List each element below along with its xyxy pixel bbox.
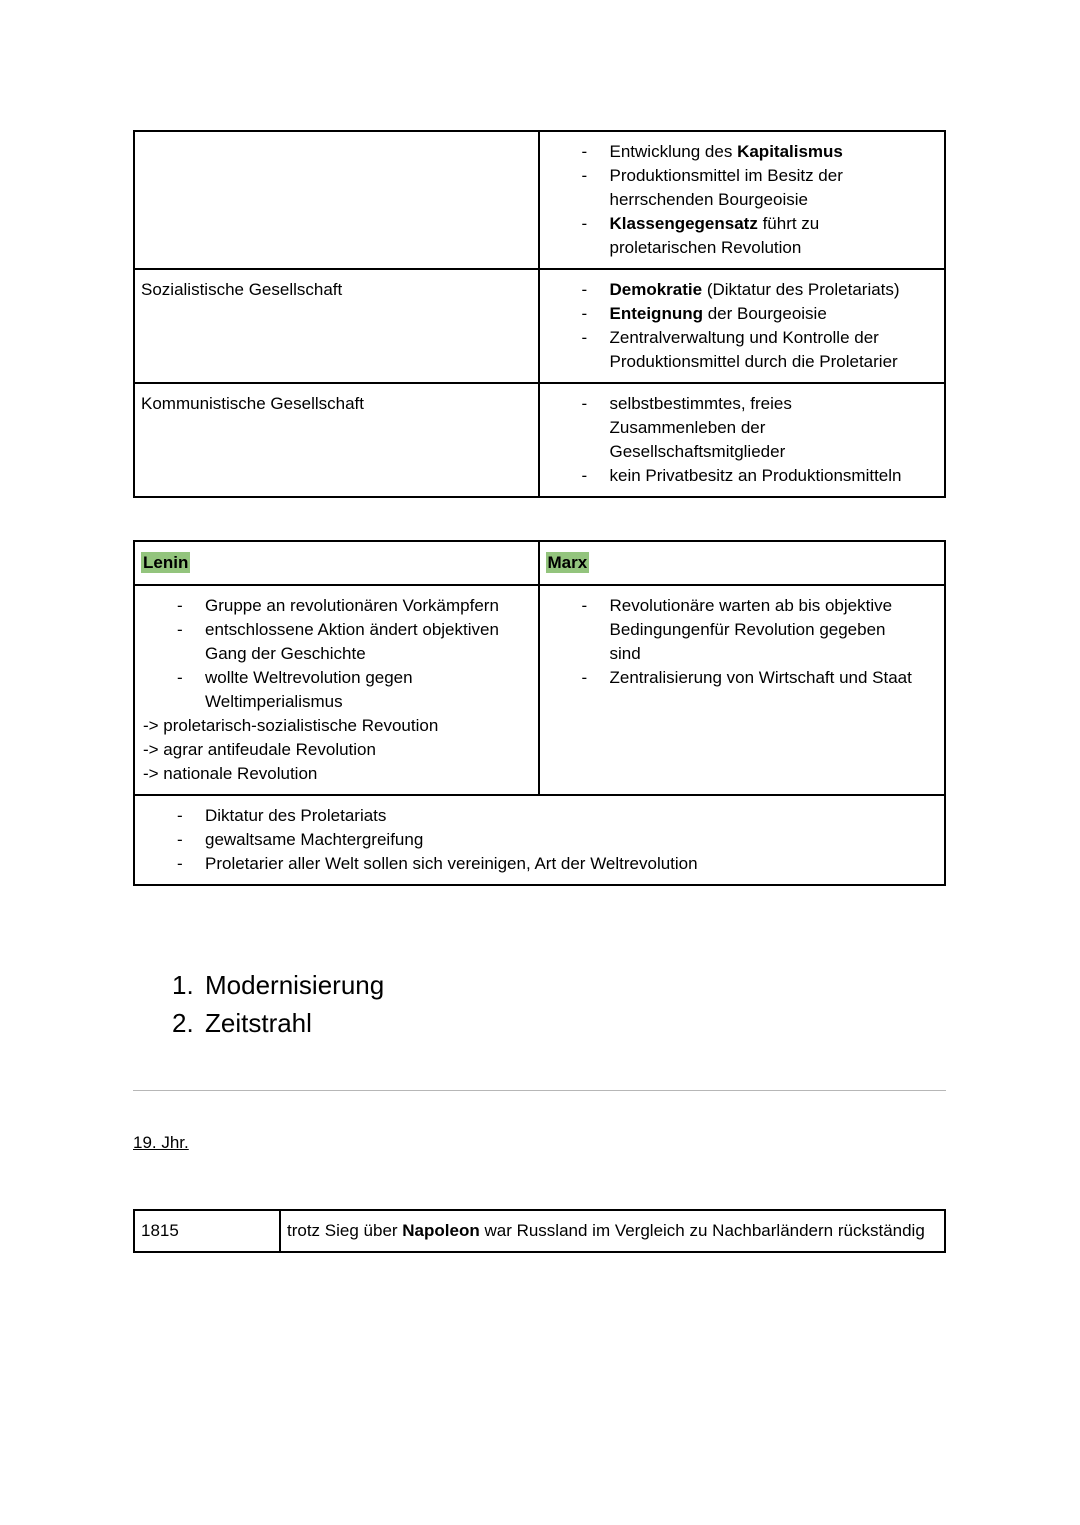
row-detail-cell [540, 384, 945, 496]
table-header-row [135, 542, 944, 584]
bullet-list [546, 140, 937, 260]
event-cell [281, 1211, 944, 1251]
outline-number: 2. [172, 1008, 194, 1038]
table-row [135, 132, 944, 268]
text-run: Produktionsmittel im Besitz der herrschenden Bourgeoisie [609, 166, 843, 209]
bold-text: Enteignung [609, 304, 703, 323]
outline-item-modernisierung [172, 966, 946, 1004]
row-label-cell [135, 132, 540, 268]
shared-conclusions-row [135, 794, 944, 884]
outline-number: 1. [172, 970, 194, 1000]
table-row [135, 382, 944, 496]
row-label-cell [135, 270, 540, 382]
bullet-item [141, 618, 530, 666]
marx-cell [540, 586, 945, 794]
table-body-row [135, 584, 944, 794]
bullet-item [546, 326, 937, 374]
bullet-item [141, 666, 530, 714]
bullet-item [141, 804, 938, 828]
text-run: Diktatur des Proletariats [205, 806, 387, 825]
arrow-note: -> agrar antifeudale Revolution [143, 740, 376, 759]
text-run: gewaltsame Machtergreifung [205, 830, 424, 849]
lenin-marx-table [133, 540, 946, 886]
text-run: Revolutionäre warten ab bis objektive Bedingungenfür Revolution gegeben sind [609, 596, 893, 663]
text-run: wollte Weltrevolution gegen Weltimperialismus [205, 668, 413, 711]
outline-label: Modernisierung [205, 970, 385, 1000]
arrow-note: -> proletarisch-sozialistische Revoution [143, 716, 439, 735]
lenin-header-cell [135, 542, 540, 584]
text-run: Zentralisierung von Wirtschaft und Staat [609, 668, 912, 687]
text-run: selbstbestimmtes, freies Zusammenleben der Gesellschaftsmitglieder [609, 394, 792, 461]
bullet-list [546, 594, 937, 690]
bullet-item [546, 164, 937, 212]
text-run: war Russland im Vergleich zu Nachbarländern rückständig [479, 1221, 925, 1240]
text-run: Proletarier aller Welt sollen sich vereinigen, Art der Weltrevolution [205, 854, 698, 873]
outline-label: Zeitstrahl [205, 1008, 312, 1038]
bold-text: Klassengegensatz [609, 214, 758, 233]
timeline-row [135, 1211, 944, 1251]
horizontal-rule [133, 1090, 946, 1091]
row-detail-cell [540, 270, 945, 382]
society-comparison-table [133, 130, 946, 498]
lenin-cell [135, 586, 540, 794]
marx-header-label: Marx [547, 553, 588, 572]
timeline-table [133, 1209, 946, 1253]
arrow-note: -> nationale Revolution [143, 764, 318, 783]
bullet-item [546, 278, 937, 302]
text-run: Zentralverwaltung und Kontrolle der Produktionsmittel durch die Proletarier [609, 328, 898, 371]
bold-text: Kapitalismus [737, 142, 843, 161]
year-cell: 1815 [135, 1211, 281, 1251]
text-run: entschlossene Aktion ändert objektiven Gang der Geschichte [205, 620, 499, 663]
bullet-item [546, 302, 937, 326]
bullet-list [141, 594, 530, 714]
lenin-header-label: Lenin [143, 553, 189, 572]
row-label-cell [135, 384, 540, 496]
section-heading: 19. Jhr. [133, 1133, 189, 1152]
text-run: führt zu proletarischen Revolution [609, 214, 820, 257]
text-run: der Bourgeoisie [702, 304, 827, 323]
row-label: Sozialistische Gesellschaft [141, 280, 343, 299]
page-content [133, 0, 946, 1253]
bullet-item [546, 594, 937, 666]
bold-text: Demokratie [609, 280, 703, 299]
text-run: kein Privatbesitz an Produktionsmitteln [609, 466, 902, 485]
text-run: trotz Sieg über [287, 1221, 403, 1240]
bullet-item [141, 852, 938, 876]
text-run: Gruppe an revolutionären Vorkämpfern [205, 596, 499, 615]
bullet-list [546, 278, 937, 374]
bullet-item [546, 140, 937, 164]
bullet-item [141, 828, 938, 852]
bullet-list [546, 392, 937, 488]
row-detail-cell [540, 132, 945, 268]
outline-item-zeitstrahl [172, 1004, 946, 1042]
table-row [135, 268, 944, 382]
bullet-item [546, 212, 937, 260]
bullet-item [546, 392, 937, 464]
bullet-list [141, 804, 938, 876]
bullet-item [141, 594, 530, 618]
marx-header-cell [540, 542, 945, 584]
text-run: Entwicklung des [609, 142, 738, 161]
bullet-item [546, 666, 937, 690]
row-label: Kommunistische Gesellschaft [141, 394, 364, 413]
text-run: (Diktatur des Proletariats) [702, 280, 900, 299]
outline-list [172, 966, 946, 1042]
bullet-item [546, 464, 937, 488]
bold-text: Napoleon [402, 1221, 480, 1240]
